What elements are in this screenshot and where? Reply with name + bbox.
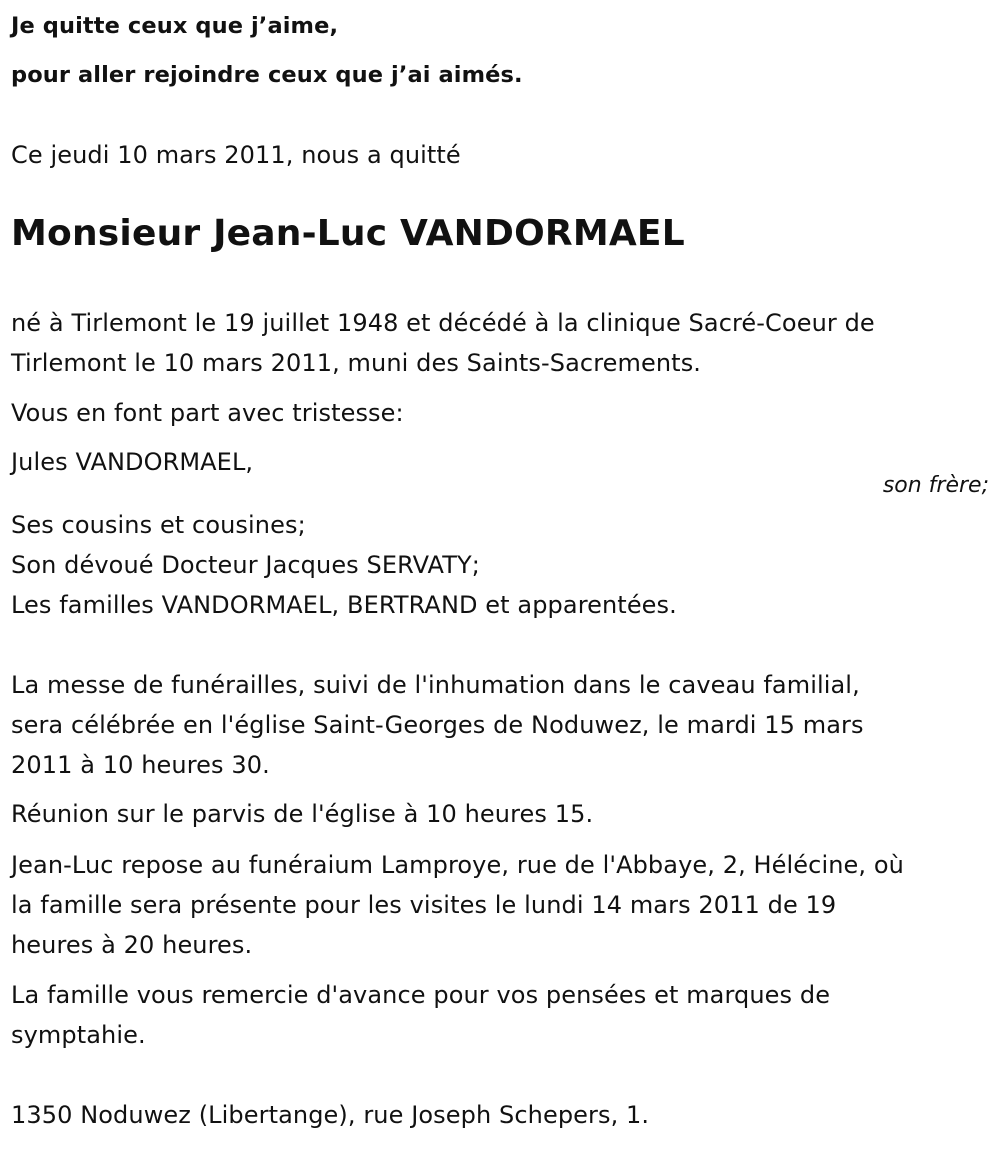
families-text: Les familles VANDORMAEL, BERTRAND et apparentées. [11, 591, 677, 619]
brother-relation: son frère; [882, 473, 989, 498]
quote-line-1: Je quitte ceux que j’aime, [11, 13, 339, 39]
announce-text: Vous en font part avec tristesse: [11, 399, 404, 427]
brother-name: Jules VANDORMAEL, [11, 448, 254, 476]
quote-line-2: pour aller rejoindre ceux que j’ai aimés. [11, 62, 523, 88]
thanks-line-1: La famille vous remercie d'avance pour vos pensées et marques de [11, 981, 831, 1009]
address-text: 1350 Noduwez (Libertange), rue Joseph Schepers, 1. [11, 1101, 650, 1129]
funeral-line-1: La messe de funérailles, suivi de l'inhumation dans le caveau familial, [11, 671, 860, 699]
visitation-line-1: Jean-Luc repose au funéraium Lamproye, rue de l'Abbaye, 2, Hélécine, où [11, 851, 904, 879]
bio-line-1: né à Tirlemont le 19 juillet 1948 et décédé à la clinique Sacré-Coeur de [11, 309, 875, 337]
bio-line-2: Tirlemont le 10 mars 2011, muni des Saints-Sacrements. [11, 349, 702, 377]
cousins-text: Ses cousins et cousines; [11, 511, 306, 539]
meeting-text: Réunion sur le parvis de l'église à 10 heures 15. [11, 800, 594, 828]
funeral-line-2: sera célébrée en l'église Saint-Georges de Noduwez, le mardi 15 mars [11, 711, 864, 739]
visitation-line-3: heures à 20 heures. [11, 931, 253, 959]
intro-text: Ce jeudi 10 mars 2011, nous a quitté [11, 141, 461, 169]
thanks-line-2: symptahie. [11, 1021, 146, 1049]
funeral-line-3: 2011 à 10 heures 30. [11, 751, 270, 779]
visitation-line-2: la famille sera présente pour les visites le lundi 14 mars 2011 de 19 [11, 891, 837, 919]
deceased-name: Monsieur Jean-Luc VANDORMAEL [11, 213, 685, 254]
doctor-text: Son dévoué Docteur Jacques SERVATY; [11, 551, 480, 579]
